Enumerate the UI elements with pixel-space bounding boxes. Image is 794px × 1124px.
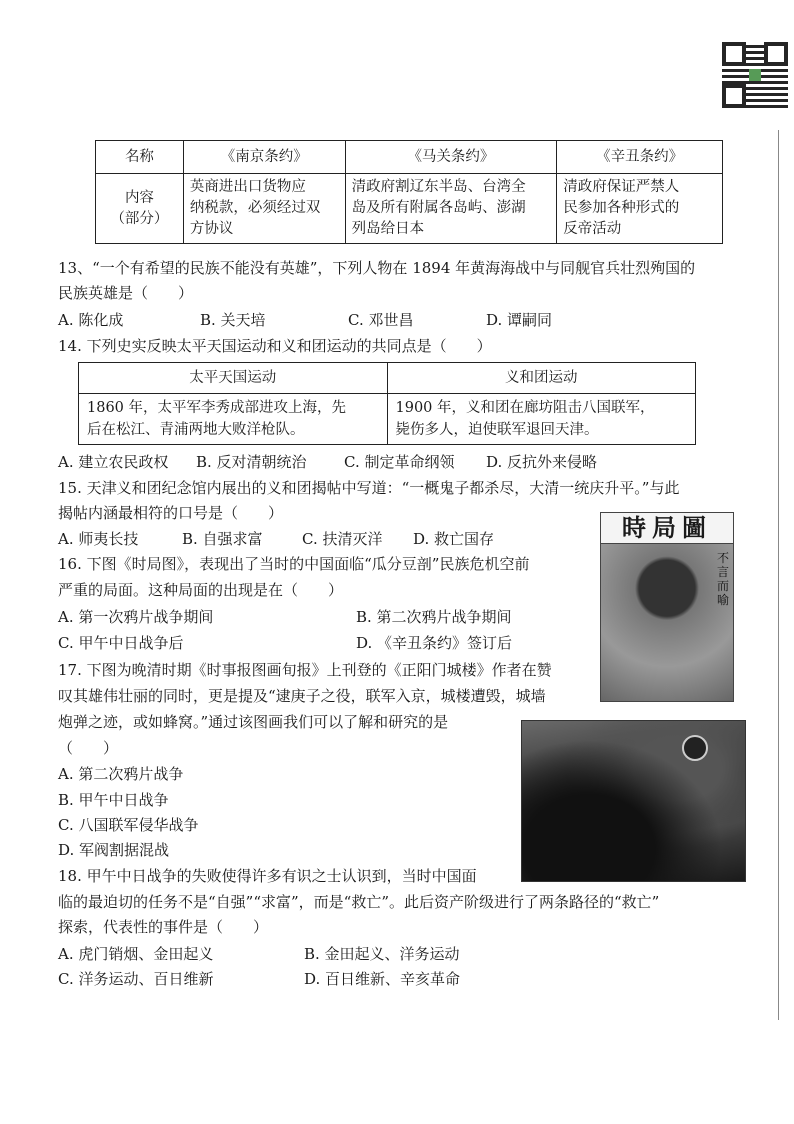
cell-line: 英商进出口货物应	[189, 179, 306, 195]
cell-line: 民参加各种形式的	[563, 200, 680, 216]
q16-option-a[interactable]: A. 第一次鸦片战争期间	[58, 608, 214, 626]
row-label	[96, 174, 184, 244]
row-label-line: （部分）	[110, 210, 169, 227]
q17-stem-line4: （ ）	[58, 739, 119, 757]
movement-table-header-row	[79, 363, 696, 394]
treaty-table-header-row	[96, 141, 723, 174]
q17-stem-line2: 叹其雄伟壮丽的同时，更是提及“逮庚子之役，联军入京，城楼遭毁，城墙	[58, 687, 546, 705]
q17-stem-line1: 17. 下图为晚清时期《时事报图画旬报》上刊登的《正阳门城楼》作者在赞	[58, 661, 552, 679]
shiju-tu-title: 時局圖	[601, 513, 733, 544]
q15-stem-line1: 15. 天津义和团纪念馆内展出的义和团揭帖中写道：“一概鬼子都杀尽，大清一统庆升平。”与此	[58, 479, 680, 497]
q18-stem-line2: 临的最迫切的任务不是“自强”“求富”，而是“救亡”。此后资产阶级进行了两条路径的“救亡”	[58, 893, 660, 911]
treaty-table-content-row	[96, 174, 723, 244]
q13-stem-line1: 13、“一个有希望的民族不能没有英雄”，下列人物在 1894 年黄海海战中与同舰官兵壮烈殉国的	[58, 259, 696, 277]
q13-option-a[interactable]: A. 陈化成	[58, 311, 124, 329]
q13-option-b[interactable]: B. 关天培	[200, 311, 266, 329]
q15-option-b[interactable]: B. 自强求富	[182, 530, 263, 548]
page-edge-rule	[778, 130, 779, 1020]
q14-option-c[interactable]: C. 制定革命纲领	[344, 453, 455, 471]
cell-line: 纳税款，必须经过双	[189, 200, 321, 216]
cell-line: 岛及所有附属各岛屿、澎湖	[351, 200, 526, 216]
q14-option-d[interactable]: D. 反抗外来侵略	[486, 453, 598, 471]
cell-line: 方协议	[189, 221, 234, 237]
cell-line: 1900 年，义和团在廊坊阻击八国联军，	[395, 400, 655, 416]
movement-table	[78, 362, 696, 445]
q16-stem-line1: 16. 下图《时局图》，表现出了当时的中国面临“瓜分豆剖”民族危机空前	[58, 555, 530, 573]
header-taiping: 太平天国运动	[79, 363, 388, 394]
q18-option-b[interactable]: B. 金田起义、洋务运动	[304, 945, 460, 963]
q13-option-c[interactable]: C. 邓世昌	[348, 311, 414, 329]
cell-line: 毙伤多人，迫使联军退回天津。	[395, 422, 599, 438]
q17-option-a[interactable]: A. 第二次鸦片战争	[58, 765, 184, 783]
cell-line: 反帝活动	[563, 221, 622, 237]
q17-option-d[interactable]: D. 军阀割据混战	[58, 841, 170, 859]
cell-line: 清政府保证严禁人	[563, 179, 680, 195]
header-nanjing: 《南京条约》	[183, 141, 345, 174]
q16-option-d[interactable]: D. 《辛丑条约》签订后	[356, 634, 513, 652]
q18-stem-line1: 18. 甲午中日战争的失败使得许多有识之士认识到，当时中国面	[58, 867, 477, 885]
q15-option-a[interactable]: A. 师夷长技	[58, 530, 139, 548]
movement-table-row	[79, 394, 696, 445]
q15-stem-line2: 揭帖内涵最相符的口号是（ ）	[58, 504, 284, 522]
q18-option-a[interactable]: A. 虎门销烟、金田起义	[58, 945, 214, 963]
q14-option-b[interactable]: B. 反对清朝统治	[196, 453, 307, 471]
q17-option-c[interactable]: C. 八国联军侵华战争	[58, 816, 199, 834]
q16-option-c[interactable]: C. 甲午中日战争后	[58, 634, 184, 652]
header-maguan: 《马关条约》	[345, 141, 557, 174]
qr-code	[722, 42, 788, 108]
row-label-line: 内容	[124, 189, 154, 206]
header-name: 名称	[96, 141, 184, 174]
q13-option-d[interactable]: D. 谭嗣同	[486, 311, 553, 329]
treaty-table	[95, 140, 723, 244]
cell-line: 后在松江、青浦两地大败洋枪队。	[87, 422, 305, 438]
q16-option-b[interactable]: B. 第二次鸦片战争期间	[356, 608, 512, 626]
q17-stem-line3: 炮弹之迹，或如蜂窝。”通过该图画我们可以了解和研究的是	[58, 713, 449, 731]
cell-line: 清政府割辽东半岛、台湾全	[351, 179, 526, 195]
shiju-tu-side-text: 不言而喻	[717, 551, 730, 607]
header-xinchou: 《辛丑条约》	[557, 141, 723, 174]
header-yihetuan: 义和团运动	[387, 363, 696, 394]
cell-maguan	[345, 174, 557, 244]
cell-xinchou	[557, 174, 723, 244]
q18-stem-line3: 探索，代表性的事件是（ ）	[58, 918, 269, 936]
cell-taiping	[79, 394, 388, 445]
cell-line: 列岛给日本	[351, 221, 425, 237]
flag-icon	[682, 735, 708, 761]
zhengyangmen-image	[521, 720, 746, 882]
q17-option-b[interactable]: B. 甲午中日战争	[58, 791, 169, 809]
cell-nanjing	[183, 174, 345, 244]
q14-stem: 14. 下列史实反映太平天国运动和义和团运动的共同点是（ ）	[58, 337, 492, 355]
cell-yihetuan	[387, 394, 696, 445]
shiju-tu-image	[600, 512, 734, 702]
q14-option-a[interactable]: A. 建立农民政权	[58, 453, 169, 471]
q18-option-d[interactable]: D. 百日维新、辛亥革命	[304, 970, 461, 988]
q13-stem-line2: 民族英雄是（ ）	[58, 284, 194, 302]
q18-option-c[interactable]: C. 洋务运动、百日维新	[58, 970, 214, 988]
cell-line: 1860 年，太平军李秀成部进攻上海，先	[87, 400, 347, 416]
q15-option-d[interactable]: D. 救亡国存	[413, 530, 495, 548]
q15-option-c[interactable]: C. 扶清灭洋	[302, 530, 383, 548]
q16-stem-line2: 严重的局面。这种局面的出现是在（ ）	[58, 581, 344, 599]
